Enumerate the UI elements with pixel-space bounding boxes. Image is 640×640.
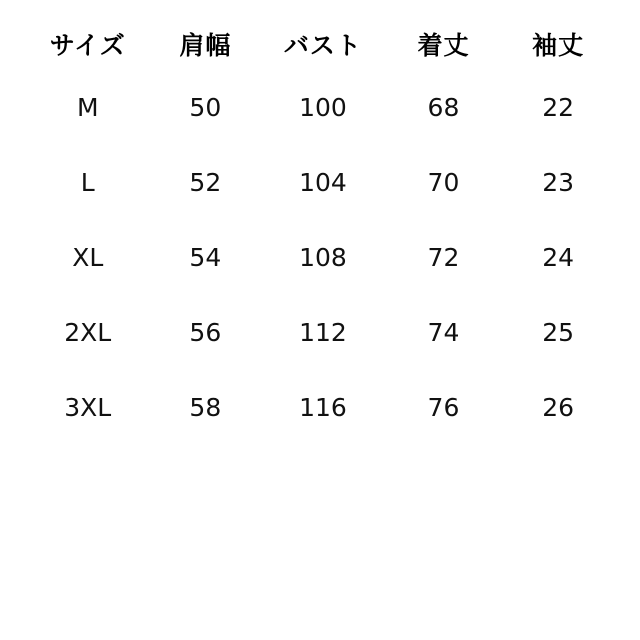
column-header-length: 着丈 [417,31,470,60]
cell-bust: 108 [299,243,347,272]
column-header-shoulder: 肩幅 [179,31,232,60]
cell-bust: 116 [299,393,347,422]
cell-sleeve: 25 [542,318,575,347]
cell-shoulder: 54 [189,243,222,272]
cell-size: 3XL [64,393,112,422]
cell-sleeve: 23 [542,168,575,197]
size-chart-table [26,18,614,445]
cell-size: XL [72,243,104,272]
table-body [26,70,614,445]
cell-sleeve: 26 [542,393,575,422]
cell-length: 74 [427,318,460,347]
table-row [26,220,614,295]
cell-shoulder: 58 [189,393,222,422]
cell-size: 2XL [64,318,112,347]
table-header-row [26,18,614,70]
table-row [26,70,614,145]
cell-size: L [80,168,95,197]
cell-sleeve: 24 [542,243,575,272]
cell-length: 72 [427,243,460,272]
cell-bust: 100 [299,93,347,122]
cell-sleeve: 22 [542,93,575,122]
cell-size: M [76,93,99,122]
cell-bust: 112 [299,318,347,347]
cell-length: 70 [427,168,460,197]
table-row [26,295,614,370]
cell-shoulder: 56 [189,318,222,347]
cell-shoulder: 50 [189,93,222,122]
column-header-size: サイズ [49,31,126,60]
cell-shoulder: 52 [189,168,222,197]
table-row [26,145,614,220]
cell-length: 76 [427,393,460,422]
cell-length: 68 [427,93,460,122]
column-header-bust: バスト [283,31,362,60]
table-row [26,370,614,445]
column-header-sleeve: 袖丈 [532,31,585,60]
cell-bust: 104 [299,168,347,197]
table-header [26,18,614,70]
